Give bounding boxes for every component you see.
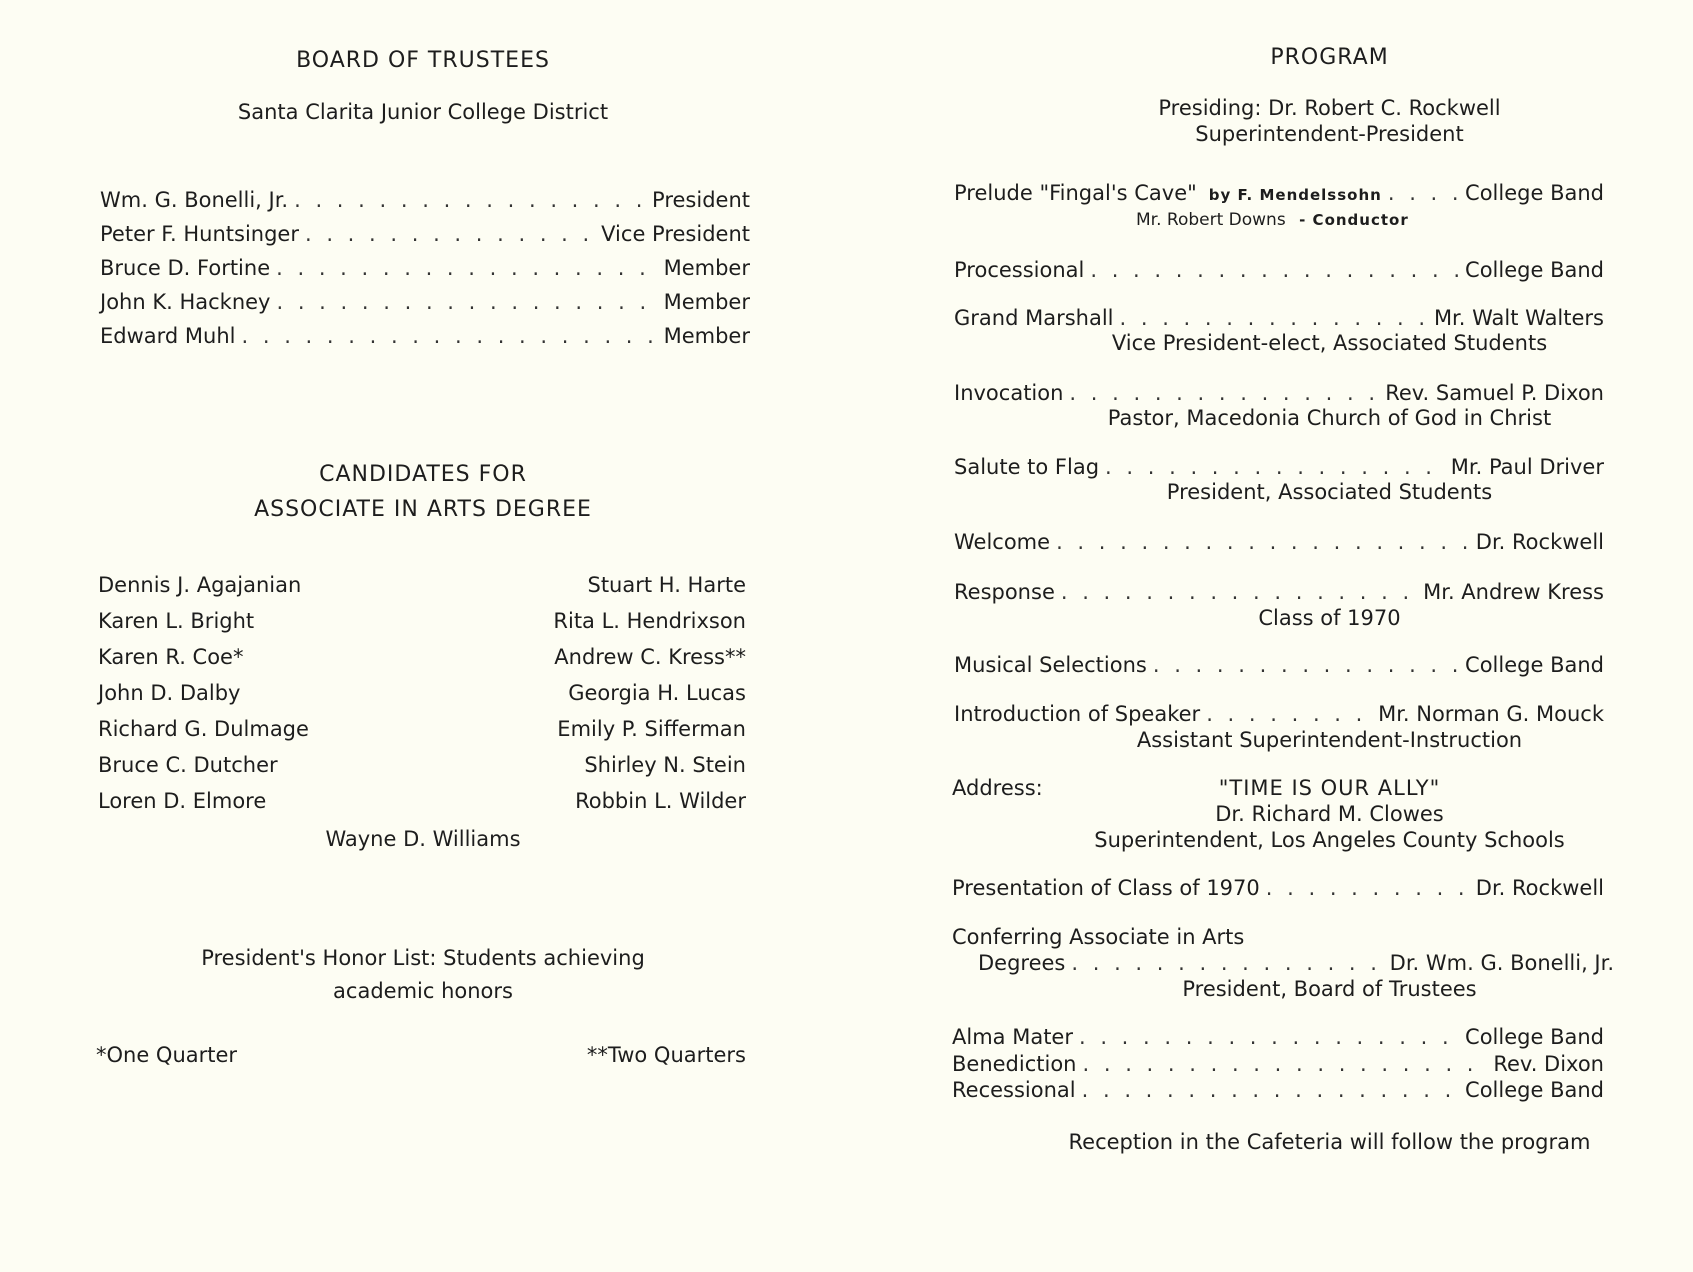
program-item-response — [954, 580, 1604, 604]
honor-list-note: President's Honor List: Students achieving — [201, 946, 645, 970]
trustee-name: Wm. G. Bonelli, Jr. — [100, 188, 289, 212]
program-item-label: Benediction — [952, 1052, 1077, 1076]
candidate-name: Robbin L. Wilder — [575, 789, 746, 813]
program-item-value: Rev. Dixon — [1493, 1052, 1604, 1076]
program-item-label: Introduction of Speaker — [954, 702, 1201, 726]
dot-leader — [1120, 306, 1428, 330]
program-item-prelude — [954, 181, 1604, 205]
program-item-value: College Band — [1465, 258, 1604, 282]
program-item-value: College Band — [1465, 653, 1604, 677]
candidate-name: Karen R. Coe* — [98, 645, 244, 669]
trustee-role: Member — [663, 256, 750, 280]
dot-leader — [1105, 455, 1445, 479]
dot-leader — [1069, 381, 1379, 405]
program-item-subtitle: President, Associated Students — [1166, 480, 1493, 504]
program-item-label: Alma Mater — [952, 1025, 1073, 1049]
candidate-name: Andrew C. Kress** — [554, 645, 746, 669]
two-quarters-legend: **Two Quarters — [586, 1043, 746, 1067]
address-speaker-role: Superintendent, Los Angeles County Schools — [1094, 828, 1565, 852]
candidate-name: Rita L. Hendrixson — [553, 609, 746, 633]
trustee-row — [100, 324, 750, 348]
program-item-label: Musical Selections — [954, 653, 1147, 677]
address-speaker: Dr. Richard M. Clowes — [1215, 802, 1444, 826]
candidate-name: Shirley N. Stein — [584, 753, 746, 777]
candidate-name: Wayne D. Williams — [325, 827, 521, 851]
program-item-label: Welcome — [954, 530, 1051, 554]
candidate-name: Loren D. Elmore — [98, 789, 267, 813]
program-item-label: Grand Marshall — [954, 306, 1114, 330]
trustee-name: Edward Muhl — [100, 324, 236, 348]
composer: by F. Mendelssohn — [1208, 186, 1382, 204]
program-item-subtitle: Vice President-elect, Associated Students — [1111, 331, 1548, 355]
program-item-benediction — [952, 1052, 1604, 1076]
address-title: "TIME IS OUR ALLY" — [1218, 776, 1441, 800]
program-item-value: Mr. Norman G. Mouck — [1378, 702, 1604, 726]
program-item-value: Mr. Andrew Kress — [1423, 580, 1604, 604]
candidate-name: Dennis J. Agajanian — [98, 573, 302, 597]
dot-leader — [1090, 258, 1459, 282]
candidates-heading: CANDIDATES FOR — [319, 462, 527, 487]
program-item-value: Rev. Samuel P. Dixon — [1385, 381, 1604, 405]
program-item-presentation — [952, 876, 1604, 900]
candidates-subheading: ASSOCIATE IN ARTS DEGREE — [254, 497, 592, 522]
program-item-value: College Band — [1465, 181, 1604, 205]
dot-leader — [1082, 1078, 1459, 1102]
program-item-label: Presentation of Class of 1970 — [952, 876, 1260, 900]
program-item-musical — [954, 653, 1604, 677]
address-label: Address: — [952, 776, 1043, 800]
dot-leader — [1056, 530, 1470, 554]
program-item-introduction — [954, 702, 1604, 726]
program-item-salute — [954, 455, 1604, 479]
program-item-value: Dr. Rockwell — [1475, 876, 1604, 900]
one-quarter-legend: *One Quarter — [96, 1043, 238, 1067]
dot-leader — [242, 324, 658, 348]
program-item-label: Salute to Flag — [954, 455, 1100, 479]
trustee-row — [100, 290, 750, 314]
program-item-value: Mr. Walt Walters — [1433, 306, 1604, 330]
trustee-role: President — [652, 188, 750, 212]
program-item-label: Response — [954, 580, 1055, 604]
program-item-label: Invocation — [954, 381, 1064, 405]
dot-leader — [1206, 702, 1362, 726]
left-page — [0, 0, 846, 1272]
program-item-subtitle: Assistant Superintendent-Instruction — [1136, 728, 1523, 752]
dot-leader — [1061, 580, 1417, 604]
dot-leader — [305, 222, 595, 246]
trustee-name: John K. Hackney — [100, 290, 271, 314]
candidate-name: Stuart H. Harte — [587, 573, 746, 597]
program-item-subtitle: Pastor, Macedonia Church of God in Christ — [1107, 406, 1552, 430]
trustees-heading: BOARD OF TRUSTEES — [296, 48, 550, 73]
program-item-label: Recessional — [952, 1078, 1076, 1102]
program-item-subtitle: Class of 1970 — [1258, 606, 1401, 630]
program-heading: PROGRAM — [1270, 45, 1389, 70]
presiding-line: Presiding: Dr. Robert C. Rockwell — [1158, 96, 1501, 120]
program-item-label: Prelude "Fingal's Cave" — [954, 181, 1197, 205]
district-name: Santa Clarita Junior College District — [237, 100, 609, 124]
candidate-name: Emily P. Sifferman — [557, 717, 746, 741]
trustee-row — [100, 222, 750, 246]
conductor-line — [1136, 210, 1409, 230]
candidate-name: John D. Dalby — [98, 681, 241, 705]
honor-list-note-cont: academic honors — [333, 979, 513, 1003]
presiding-title: Superintendent-President — [1195, 122, 1464, 146]
program-item-grand-marshall — [954, 306, 1604, 330]
program-item-alma-mater — [952, 1025, 1604, 1049]
program-item-subtitle: President, Board of Trustees — [1182, 977, 1477, 1001]
dot-leader — [1388, 181, 1459, 205]
program-item-label: Degrees — [978, 951, 1066, 975]
program-item-processional — [954, 258, 1604, 282]
reception-note: Reception in the Cafeteria will follow the program — [1068, 1130, 1591, 1154]
trustee-role: Member — [663, 324, 750, 348]
candidate-name: Karen L. Bright — [98, 609, 255, 633]
dot-leader — [1153, 653, 1459, 677]
program-item-value: Dr. Rockwell — [1475, 530, 1604, 554]
program-item-value: College Band — [1465, 1078, 1604, 1102]
program-item-label: Processional — [954, 258, 1085, 282]
conductor-role: - Conductor — [1299, 211, 1409, 229]
trustee-name: Peter F. Huntsinger — [100, 222, 299, 246]
program-item-value: College Band — [1465, 1025, 1604, 1049]
dot-leader — [1071, 951, 1377, 975]
candidate-name: Georgia H. Lucas — [568, 681, 746, 705]
conductor-name: Mr. Robert Downs — [1136, 210, 1286, 230]
program-item-conferring — [978, 951, 1614, 975]
dot-leader — [1079, 1025, 1459, 1049]
program-item-welcome — [954, 530, 1604, 554]
conferring-line: Conferring Associate in Arts — [952, 925, 1245, 949]
dot-leader — [1266, 876, 1470, 900]
right-page — [846, 0, 1693, 1272]
dot-leader — [294, 188, 646, 212]
program-item-value: Mr. Paul Driver — [1450, 455, 1604, 479]
program-item-value: Dr. Wm. G. Bonelli, Jr. — [1389, 951, 1614, 975]
trustee-row — [100, 256, 750, 280]
program-item-invocation — [954, 381, 1604, 405]
candidate-name: Bruce C. Dutcher — [98, 753, 278, 777]
trustee-name: Bruce D. Fortine — [100, 256, 271, 280]
trustee-role: Vice President — [601, 222, 750, 246]
dot-leader — [1083, 1052, 1488, 1076]
trustee-row — [100, 188, 750, 212]
dot-leader — [276, 290, 657, 314]
dot-leader — [276, 256, 657, 280]
trustee-role: Member — [663, 290, 750, 314]
program-item-recessional — [952, 1078, 1604, 1102]
candidate-name: Richard G. Dulmage — [98, 717, 309, 741]
